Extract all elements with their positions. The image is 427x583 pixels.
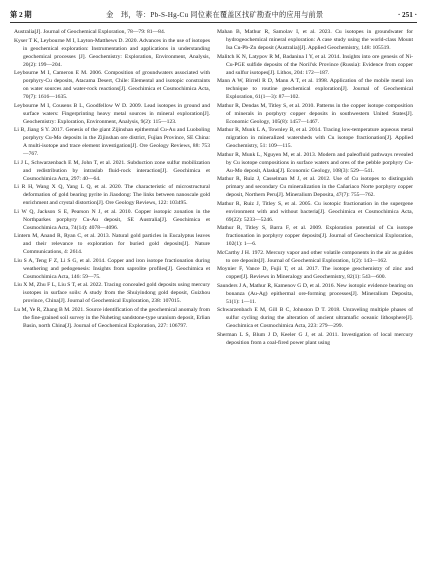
right-column	[217, 28, 413, 347]
left-column	[14, 28, 210, 330]
reference-entry: Saunders J A, Mathur R, Kamenov G D, et al. 2016. New isotopic evidence bearing on bonanza (Au-Ag) epithermal ore-forming processes[J]. Mineralium Deposita, 51(1): 1—11.	[217, 282, 413, 305]
reference-entry: Schwarzenbach E M, Gill B C, Johnston D T. 2018. Unraveling multiple phases of sulfur cycling during the alteration of ancient ultramafic oceanic lithosphere[J]. Geochimica et Cosmochimica Acta, 223: 279—299.	[217, 307, 413, 329]
reference-entry: Lintern M, Anand R, Ryan C, et al. 2013. Natural gold particles in Eucalyptus leaves and their relevance to exploration for buried gold deposits[J]. Nature Communications, 4: 2614.	[14, 233, 210, 255]
reference-entry: Malitch K N, Latypov R M, Badanina I Y, et al. 2014. Insights into ore genesis of Ni-Cu-PGE sulfide deposits of the Noril'sk Province (Russia): Evidence from copper and sulfur isotopes[J]. Lithos, 204: 172—187.	[217, 53, 413, 76]
reference-entry: Liu S A, Teng F Z, Li S G, et al. 2014. Copper and iron isotope fractionation during weathering and pedogenesis: Insights from saprolite profiles[J]. Geochimica et Cosmochimica Acta, 146: 59—75.	[14, 257, 210, 280]
reference-entry: Mathur R, Munk L A, Townley B, et al. 2014. Tracing low-temperature aqueous metal migration in mineralized watersheds with Cu isotope fractionation[J]. Applied Geochemistry, 51: 109—115.	[217, 127, 413, 149]
reference-entry: Li J L, Schwarzenbach E M, John T, et al. 2021. Subduction zone sulfur mobilization and redistribution by intraslab fluid-rock interaction[J]. Geochimica et Cosmochimica Acta, 297: 40—64.	[14, 159, 210, 182]
reference-entry: Kyser T K, Leybourne M I, Layton-Matthews D. 2020. Advances in the use of isotopes in geochemical exploration: Instrumentation and applications in understanding geochemical processes [J]. Geochemistry: Exploration, Environment, Analysis, 20(2): 199—204.	[14, 37, 210, 68]
running-header	[10, 8, 417, 22]
header-rule	[10, 22, 417, 23]
reference-entry: Mathur R, Ruiz J, Casselman M J, et al. 2012. Use of Cu isotopes to distinguish primary and secondary Cu mineralization in the Cañariaco Norte porphyry copper deposit, Northern Peru[J]. Mineralium Deposita, 47(7): 755—762.	[217, 176, 413, 198]
reference-entry: Li R H, Wang X Q, Yang L Q, et al. 2020. The characteristic of microstructural deformation of gold bearing pyrite in Jiaodong: The links between nanoscale gold enrichment and crystal distortion[J]. Ore Geology Reviews, 122: 103495.	[14, 184, 210, 206]
reference-entry: Sherman L S, Blum J D, Keeler G J, et al. 2011. Investigation of local mercury deposition from a coal-fired power plant using	[217, 331, 413, 346]
reference-entry: Australia[J]. Journal of Geochemical Exploration, 78—79: 81—84.	[14, 29, 166, 35]
reference-entry: Moynier F, Vance D, Fujii T, et al. 2017. The isotope geochemistry of zinc and copper[J]. Reviews in Mineralogy and Geochemistry, 82(1): 543—600.	[217, 266, 413, 280]
reference-entry: Mahan B, Mathur R, Samolav I, et al. 2023. Cu isotopes in groundwater for hydrogeochemical mineral exploration: A case study using the world-class Mount Isa Cu-Pb-Zn deposit (Australia)[J]. Applied Geochemistry, 148: 105519.	[217, 29, 413, 51]
reference-entry: Leybourne M I, Cameron E M. 2006. Composition of groundwaters associated with porphyry-Cu deposits, Atacama Desert, Chile: Elemental and isotopic constraints on water sources and water-rock reactions[J]. Geochimica et Cosmochimica Acta, 70(7): 1616—1635.	[14, 70, 210, 100]
reference-entry: McCarthy J H. 1972. Mercury vapor and other volatile components in the air as guides to ore deposits[J]. Journal of Geochemical Exploration, 1(2): 143—162.	[217, 249, 413, 264]
running-title: 金 玮，等：Pb-S-Hg-Cu 同位素在覆盖区找矿勘查中的应用与前景	[106, 11, 324, 19]
reference-entry: Mathur R, Ruiz J, Titley S, et al. 2005. Cu isotopic fractionation in the supergene environment with and without bacteria[J]. Geochimica et Cosmochimica Acta, 69(22): 5233—5246.	[217, 200, 413, 223]
reference-entry: Mathur R, Munk L, Nguyen M, et al. 2013. Modern and paleofluid pathways revealed by Cu isotope compositions in surface waters and ores of the pebble porphyry Cu-Au-Mo deposit, Alaska[J]. Economic Geology, 108(3): 529—541.	[217, 151, 413, 174]
reference-entry: Li B, Jiang S Y. 2017. Genesis of the giant Zijinshan epithermal Cu-Au and Luoboling porphyry Cu-Mo deposits in the Zijinshan ore district, Fujian Province, SE China: A multi-isotope and trace element investigation[J]. Ore Geology Reviews, 88: 753—767.	[14, 127, 210, 157]
page-number: · 251 ·	[397, 11, 417, 19]
reference-entry: Mathur R, Titley S, Barra F, et al. 2009. Exploration potential of Cu isotope fractionation in porphyry copper deposits[J]. Journal of Geochemical Exploration, 102(1): 1—6.	[217, 225, 413, 247]
reference-entry: Liu X M, Zhu F L, Liu S T, et al. 2022. Tracing concealed gold deposits using mercury isotopes in surface soils: A study from the Shuiyindong gold deposit, Guizhou province, China[J]. Journal of Geochemical Exploration, 238: 107015.	[14, 282, 210, 304]
reference-entry: Mann A W, Birrell R D, Mann A T, et al. 1998. Application of the mobile metal ion technique to routine geochemical exploration[J]. Journal of Geochemical Exploration, 61(1—3): 87—102.	[217, 78, 413, 100]
reference-entry: Li W Q, Jackson S E, Pearson N J, et al. 2010. Copper isotopic zonation in the Northparkes porphyry Cu-Au deposit, SE Australia[J]. Geochimica et Cosmochimica Acta, 74(14): 4078—4096.	[14, 208, 210, 231]
reference-entry: Mathur R, Dendas M, Titley S, et al. 2010. Patterns in the copper isotope composition of minerals in porphyry copper deposits in southwestern United States[J]. Economic Geology, 105(8): 1457—1467.	[217, 102, 413, 125]
issue-number: 第 2 期	[10, 11, 32, 19]
reference-entry: Leybourne M I, Cousens B L, Goodfellow W D. 2009. Lead isotopes in ground and surface waters: Fingerprinting heavy metal sources in mineral exploration[J]. Geochemistry: Exploration, Environment, Analysis, 9(2): 115—123.	[14, 102, 210, 125]
reference-entry: Lu M, Ye R, Zhang B M. 2021. Source identification of the geochemical anomaly from the fine-grained soil survey in the Nuheting sandstone-type uranium deposit, Erlian Basin, north China[J]. Journal of Geochemical Exploration, 227: 106797.	[14, 306, 210, 329]
